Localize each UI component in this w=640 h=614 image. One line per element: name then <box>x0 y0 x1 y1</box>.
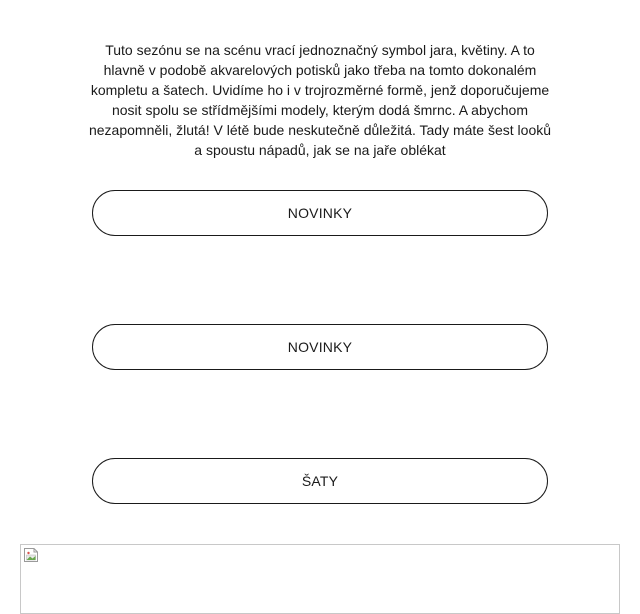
article-image <box>20 544 620 614</box>
article-intro-text: Tuto sezónu se na scénu vrací jednoznačný symbol jara, květiny. A to hlavně v podobě akvarelových potisků jako třeba na tomto dokonalém kompletu a šatech. Uvidíme ho i v trojrozměrné formě, jenž doporučujeme nosit spolu se střídmějšími modely, kterým dodá šmrnc. A abychom nezapomněli, žlutá! V létě bude neskutečně důležitá. Tady máte šest looků a spoustu nápadů, jak se na jaře oblékat <box>88 42 552 158</box>
novinky-button-secondary[interactable]: NOVINKY <box>92 324 548 370</box>
broken-image-icon <box>23 547 39 563</box>
novinky-button[interactable]: NOVINKY <box>92 190 548 236</box>
saty-button[interactable]: ŠATY <box>92 458 548 504</box>
